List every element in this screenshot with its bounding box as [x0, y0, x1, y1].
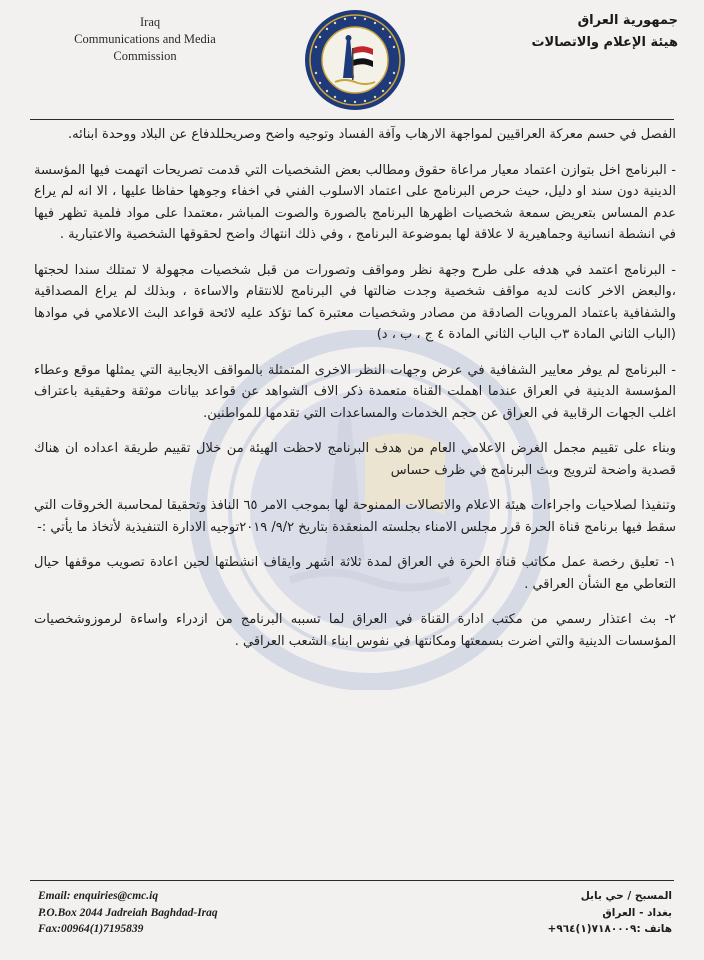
footer-fax: Fax:00964(1)7195839: [38, 923, 144, 935]
footer-pobox: P.O.Box 2044 Jadreiah Baghdad-Iraq: [38, 906, 218, 919]
paragraph-action-2: ٢- بث اعتذار رسمي من مكتب ادارة القناة في العراق لما تسببه البرنامج من ازدراء واساءة لرموزوشخصيات المؤسسات الدينية والتي اضرت بسمعتها ومكانتها في نفوس ابناء الشعب العراقي .: [34, 612, 676, 649]
footer-divider: [30, 880, 674, 881]
footer-email: Email: enquiries@cmc.iq: [38, 890, 159, 902]
letter-body: [34, 124, 676, 652]
header-ar-org: هيئة الإعلام والاتصالات: [531, 35, 678, 50]
paragraph-action-1: ١- تعليق رخصة عمل مكاتب قناة الحرة في العراق لمدة ثلاثة اشهر وايقاف انشطتها لحين اعادة تصويب موقفها حيال التعاطي مع الشأن العراقي .: [34, 555, 676, 592]
footer-arabic: [412, 888, 672, 938]
header-en-org-line2: Commission: [113, 49, 177, 63]
header-arabic: [458, 10, 678, 54]
paragraph-decision: وتنفيذا لصلاحيات واجراءات هيئة الاعلام والاتصالات الممنوحة لها بموجب الامر ٦٥ النافذ وتحقيقا لمحاسبة الخروقات التي سقط فيها برنامج قناة الحرة قرر مجلس الامناء بجلسته المنعقدة بتاريخ ٩/٢/ ٢٠١٩توجيه الادارة التنفيذية لأتخاذ ما يأتي :-: [34, 498, 676, 535]
header-en-country: Iraq: [140, 15, 161, 29]
paragraph-point-2: - البرنامج اعتمد في هدفه على طرح وجهة نظر ومواقف وتصورات من قبل شخصيات مجهولة لا تمتلك سندا لحجتها ،والبعض الاخر كانت لديه مواقف شخصية وجدت ضالتها في البرنامج للانتقام والاساءة ، وبذلك لم يراع المصداقية والشفافية باعتماد المرويات الصادقة من مصادر وشخصيات معتبرة كما تؤكد عليه لائحة قواعد البث الاعلامي في موادها (الباب الثاني المادة ٣ب الباب الثاني المادة ٤ ج ، ب ، د): [34, 262, 676, 342]
header-english: [30, 14, 260, 65]
paragraph-point-3: - البرنامج لم يوفر معايير الشفافية في عرض وجهات النظر الاخرى المتمثلة بالمواقف الايجابية التي يمثلها موقع وعطاء المؤسسة الدينية في العراق عندما اهملت القناة متعمدة ذكر الاف الشواهد عن قواعد بيانات موثقة وحقيقية باعتراف اغلب الجهات الرقابية في العراق عن حجم الخدمات والمساعدات التي تقدمها للمواطنين.: [34, 362, 676, 421]
header-ar-country: جمهورية العراق: [577, 13, 678, 28]
header-en-org-line1: Communications and Media: [74, 32, 216, 46]
footer-ar-city: بغداد - العراق: [602, 906, 672, 919]
paragraph-intro: الفصل في حسم معركة العراقيين لمواجهة الارهاب وآفة الفساد وتوجيه واضح وصريحللدفاع عن البلاد ووحدة ابنائه.: [68, 127, 676, 142]
commission-seal-icon: [303, 8, 407, 112]
footer-ar-district: المسبح / حي بابل: [580, 890, 672, 902]
paragraph-point-1: - البرنامج اخل بتوازن اعتماد معيار مراعاة حقوق ومطالب بعض الشخصيات التي قدمت تصريحات اتهمت فيها المؤسسة الدينية دون سند او دليل، حيث حرص البرنامج على اعتماد الاسلوب الفني في اخفاء وجوهها حفاظا عليها ، الا انه لم يراع عدم المساس بتعريض سمعة شخصيات اظهرها البرنامج بالصورة والصوت المباشر ،معتمدا على مواد فلمية تظهر فيها في انشطة انسانية وجماهيرية لا علاقة لها بموضوعة البرنامج ، وفي ذلك انتهاك واضح لحقوقها الشخصية والاعتبارية .: [34, 162, 676, 242]
paragraph-assessment: وبناء على تقييم مجمل الغرض الاعلامي العام من هدف البرنامج لاحظت الهيئة من خلال تقييم طريقة اعداده ان هناك قصدية واضحة لترويج وبث البرنامج في ظرف حساس: [34, 441, 676, 478]
header-divider: [30, 119, 674, 120]
footer-english: [38, 888, 338, 938]
footer-ar-phone: هاتف :٧١٨٠٠٠٩(١)٩٦٤+: [547, 923, 672, 935]
